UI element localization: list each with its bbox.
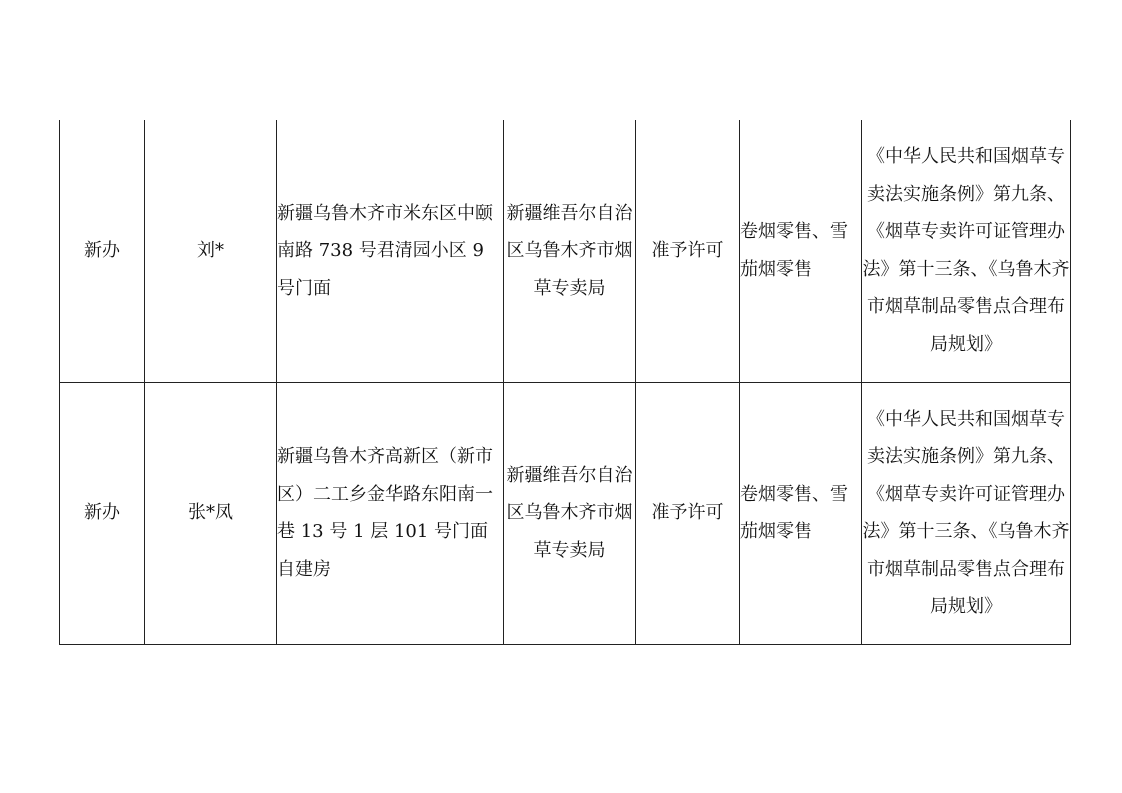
application-type-cell: 新办 bbox=[60, 382, 145, 644]
business-scope-cell: 卷烟零售、雪茄烟零售 bbox=[740, 382, 862, 644]
business-address-cell: 新疆乌鲁木齐高新区（新市区）二工乡金华路东阳南一巷 13 号 1 层 101 号门面 自建房 bbox=[277, 382, 504, 644]
issuing-authority-cell: 新疆维吾尔自治区乌鲁木齐市烟草专卖局 bbox=[504, 120, 636, 382]
application-type-cell: 新办 bbox=[60, 120, 145, 382]
permit-table bbox=[59, 120, 1071, 645]
business-address-cell: 新疆乌鲁木齐市米东区中颐南路 738 号君清园小区 9 号门面 bbox=[277, 120, 504, 382]
table-row bbox=[60, 120, 1071, 382]
legal-basis-cell: 《中华人民共和国烟草专卖法实施条例》第九条、《烟草专卖许可证管理办法》第十三条、《乌鲁木齐市烟草制品零售点合理布局规划》 bbox=[862, 120, 1071, 382]
legal-basis-cell: 《中华人民共和国烟草专卖法实施条例》第九条、《烟草专卖许可证管理办法》第十三条、《乌鲁木齐市烟草制品零售点合理布局规划》 bbox=[862, 382, 1071, 644]
decision-cell: 准予许可 bbox=[636, 382, 740, 644]
applicant-name-cell: 刘* bbox=[145, 120, 277, 382]
applicant-name-cell: 张*凤 bbox=[145, 382, 277, 644]
issuing-authority-cell: 新疆维吾尔自治区乌鲁木齐市烟草专卖局 bbox=[504, 382, 636, 644]
decision-cell: 准予许可 bbox=[636, 120, 740, 382]
table-row bbox=[60, 382, 1071, 644]
business-scope-cell: 卷烟零售、雪茄烟零售 bbox=[740, 120, 862, 382]
